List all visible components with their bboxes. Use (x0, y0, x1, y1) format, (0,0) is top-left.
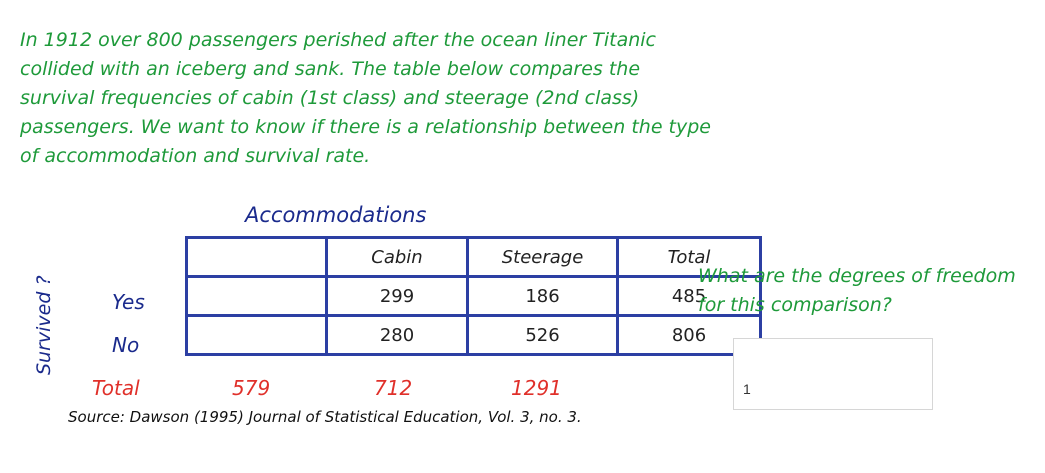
total-cabin: 579 (232, 376, 271, 400)
source-citation: Source: Dawson (1995) Journal of Statistical Education, Vol. 3, no. 3. (68, 408, 582, 426)
survived-axis-label: Survived ? (33, 275, 55, 375)
problem-text: In 1912 over 800 passengers perished after the ocean liner Titanic collided with an iceberg and sank. The table below compares the survival frequencies of cabin (1st class) and steerage (2nd class) passengers. We want to know if there is a relationship between the type of accommodation and survival rate. (20, 29, 711, 167)
table-title: Accommodations (245, 203, 427, 227)
cell-no-cabin: 280 (327, 316, 468, 355)
header-cabin: Cabin (327, 238, 468, 277)
cell-no-total: 806 (618, 316, 761, 355)
grand-total: 1291 (511, 376, 562, 400)
header-total: Total (618, 238, 761, 277)
table-row-no (187, 316, 761, 355)
table-row-yes (187, 277, 761, 316)
row-label-yes: Yes (112, 290, 145, 314)
answer-input[interactable] (733, 338, 933, 410)
header-steerage: Steerage (468, 238, 618, 277)
cell-yes-steerage: 186 (468, 277, 618, 316)
row-label-no: No (112, 333, 140, 357)
totals-label: Total (92, 376, 140, 400)
cell-yes-total: 485 (618, 277, 761, 316)
contingency-table (185, 236, 762, 356)
cell-no-steerage: 526 (468, 316, 618, 355)
total-steerage: 712 (374, 376, 413, 400)
cell-yes-cabin: 299 (327, 277, 468, 316)
question-text: What are the degrees of freedom for this comparison? (698, 265, 1016, 316)
empty-corner-cell (187, 238, 327, 277)
row-label-cell (187, 316, 327, 355)
row-label-cell (187, 277, 327, 316)
table-header-row (187, 238, 761, 277)
